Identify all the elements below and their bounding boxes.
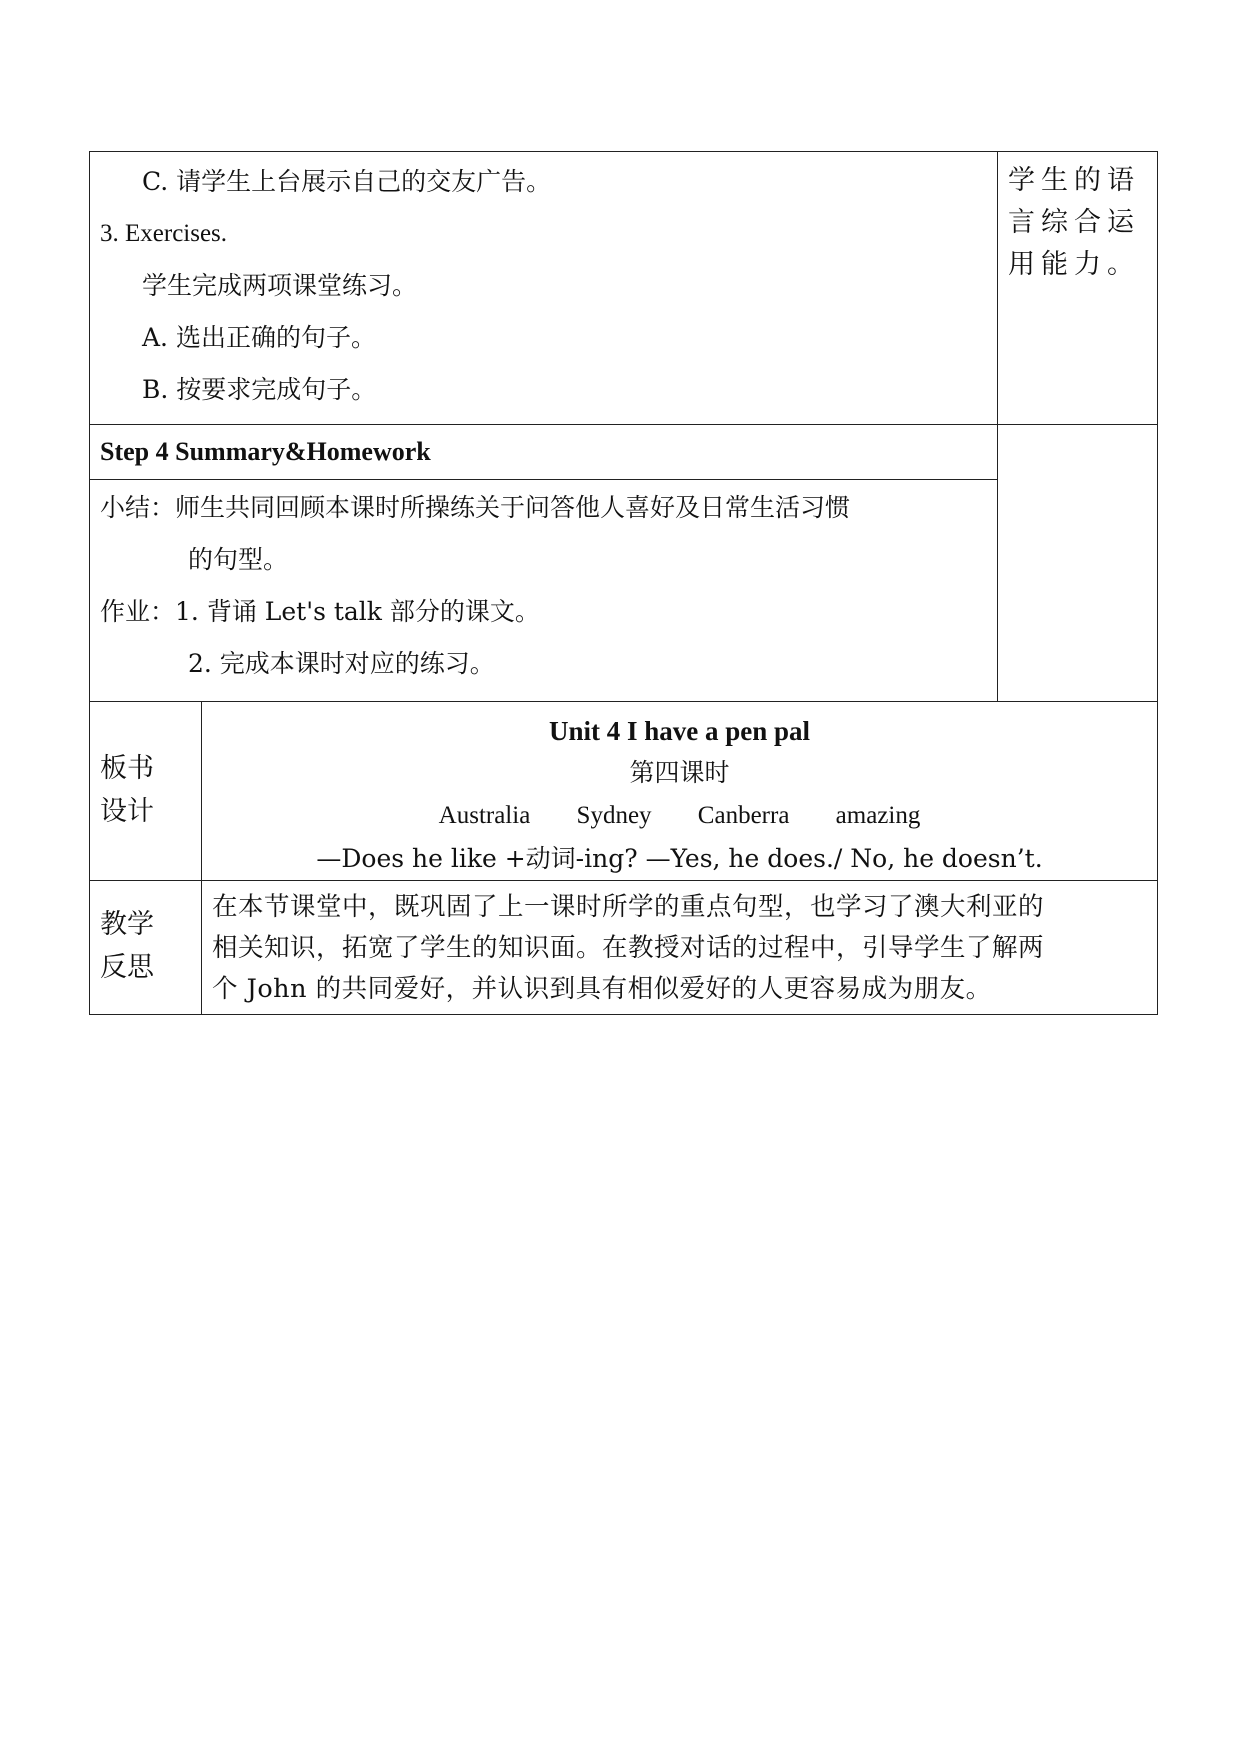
board-word: Sydney — [576, 802, 652, 829]
homework-item-2: 2. 完成本课时对应的练习。 — [188, 649, 495, 678]
board-word: Australia — [438, 802, 531, 829]
homework-label: 作业： — [100, 597, 176, 626]
summary-text: 师生共同回顾本课时所操练关于问答他人喜好及日常生活习惯 — [175, 493, 851, 522]
board-title: Unit 4 I have a pen pal — [548, 716, 811, 746]
activity-cell — [90, 152, 998, 425]
board-label: 板书 — [100, 753, 154, 784]
exercises-heading: 3. Exercises. — [100, 220, 228, 247]
purpose-line: 学生的语 — [1008, 165, 1141, 196]
reflection-line: 相关知识，拓宽了学生的知识面。在教授对话的过程中，引导学生了解两 — [212, 933, 1045, 963]
reflection-line: 个 John 的共同爱好，并认识到具有相似爱好的人更容易成为朋友。 — [212, 974, 992, 1004]
purpose-line: 用能力。 — [1008, 249, 1141, 280]
exercise-a: A. 选出正确的句子。 — [142, 323, 376, 352]
lesson-plan-table — [89, 151, 1158, 1015]
summary-label: 小结： — [100, 493, 176, 522]
exercise-b: B. 按要求完成句子。 — [142, 375, 377, 404]
step4-content-cell — [90, 480, 998, 702]
board-design-row — [90, 702, 1158, 881]
reflection-line: 在本节课堂中，既巩固了上一课时所学的重点句型，也学习了澳大利亚的 — [212, 892, 1045, 922]
board-content-cell — [202, 702, 1158, 881]
purpose-line: 言综合运 — [1008, 207, 1141, 238]
reflection-label: 反思 — [100, 952, 154, 983]
activity-row — [90, 152, 1158, 425]
homework-line — [100, 586, 987, 638]
step4-content-row — [90, 480, 1158, 702]
homework-item-1: 1. 背诵 Let's talk 部分的课文。 — [175, 597, 540, 626]
step4-title: Step 4 Summary&Homework — [100, 437, 431, 466]
board-subtitle: 第四课时 — [629, 758, 730, 787]
reflection-label-cell — [90, 881, 202, 1015]
board-label: 设计 — [100, 796, 154, 827]
step4-purpose-cell — [998, 425, 1158, 702]
board-words — [202, 794, 1157, 838]
purpose-cell — [998, 152, 1158, 425]
board-label-cell — [90, 702, 202, 881]
board-question: —Does he like +动词-ing? —Yes, he does./ No, he doesn’t. — [316, 844, 1043, 873]
summary-line — [100, 482, 987, 534]
board-word: amazing — [835, 802, 921, 829]
summary-continuation: 的句型。 — [188, 545, 289, 574]
step4-title-cell — [90, 425, 998, 480]
activity-line-c: C. 请学生上台展示自己的交友广告。 — [142, 167, 552, 196]
step4-title-row — [90, 425, 1158, 480]
exercises-intro: 学生完成两项课堂练习。 — [142, 271, 418, 300]
board-word: Canberra — [697, 802, 790, 829]
reflection-row — [90, 881, 1158, 1015]
reflection-content-cell — [202, 881, 1158, 1015]
reflection-label: 教学 — [100, 909, 154, 940]
